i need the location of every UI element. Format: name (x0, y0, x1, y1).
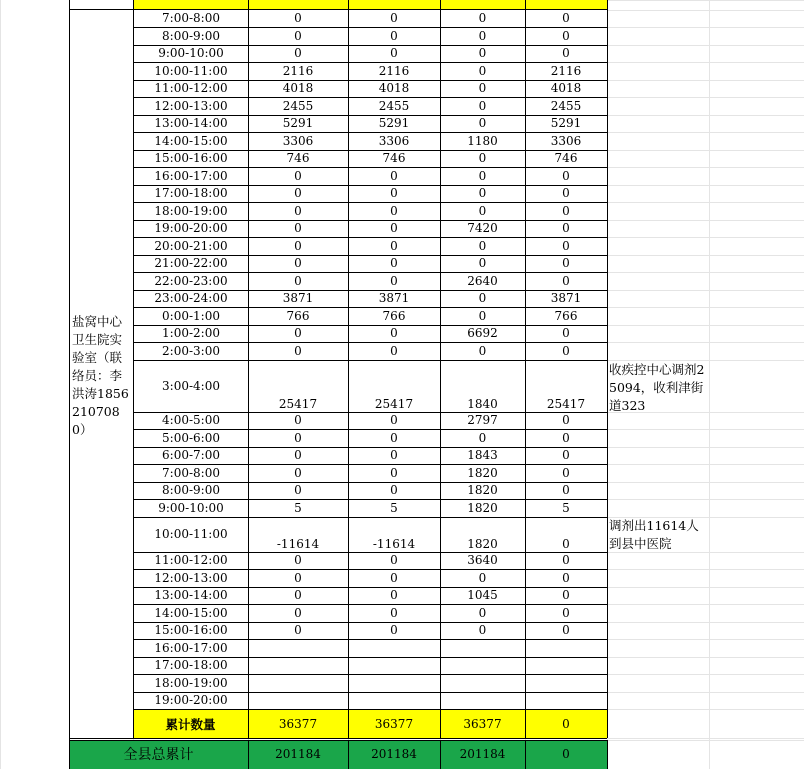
value-cell[interactable]: 0 (478, 623, 487, 638)
border-horizontal (133, 325, 607, 326)
value-cell[interactable]: 3871 (282, 291, 314, 306)
time-slot-cell[interactable]: 12:00-13:00 (154, 98, 228, 113)
value-cell[interactable]: 5 (390, 500, 398, 515)
value-cell[interactable]: 0 (390, 605, 398, 620)
gridline-horizontal (607, 464, 804, 465)
gridline-horizontal (607, 167, 804, 168)
value-cell[interactable] (348, 657, 440, 675)
border-horizontal (133, 622, 607, 623)
value-cell[interactable]: 0 (478, 308, 487, 323)
value-cell[interactable]: 0 (478, 116, 487, 131)
border-vertical (525, 740, 526, 769)
value-cell[interactable]: 0 (294, 221, 302, 236)
value-cell[interactable]: 0 (390, 413, 398, 428)
time-slot-cell[interactable]: 9:00-10:00 (158, 500, 224, 515)
border-horizontal (133, 220, 607, 221)
gridline-horizontal (607, 237, 804, 238)
value-cell[interactable]: 0 (562, 168, 570, 183)
gridline-horizontal (607, 604, 804, 605)
value-cell[interactable] (525, 657, 607, 675)
value-cell[interactable]: 25417 (278, 396, 318, 411)
value-cell[interactable]: 0 (294, 553, 302, 568)
border-horizontal (133, 167, 607, 168)
value-cell[interactable]: 0 (390, 11, 398, 26)
gridline-horizontal (607, 62, 804, 63)
value-cell[interactable]: 0 (562, 448, 570, 463)
time-slot-cell[interactable]: 7:00-8:00 (162, 11, 220, 26)
value-cell[interactable]: 0 (390, 326, 398, 341)
value-cell[interactable]: 0 (478, 46, 487, 61)
time-slot-cell[interactable]: 16:00-17:00 (154, 168, 228, 183)
value-cell[interactable]: 0 (478, 256, 487, 271)
value-cell[interactable]: 3306 (550, 133, 582, 148)
value-cell[interactable]: 0 (390, 448, 398, 463)
value-cell[interactable]: 0 (294, 570, 302, 585)
gridline-horizontal (607, 429, 804, 430)
border-horizontal (133, 150, 607, 151)
border-horizontal (133, 132, 607, 133)
value-cell[interactable]: 0 (294, 448, 302, 463)
value-cell[interactable]: 0 (562, 553, 570, 568)
value-cell[interactable]: 6692 (467, 326, 498, 341)
value-cell[interactable]: 0 (562, 430, 570, 445)
time-slot-cell[interactable]: 19:00-20:00 (154, 693, 228, 708)
border-vertical (348, 740, 349, 769)
gridline-horizontal (607, 447, 804, 448)
border-horizontal (133, 202, 607, 203)
border-horizontal (133, 360, 607, 361)
gridline-horizontal (607, 307, 804, 308)
value-cell[interactable]: 2797 (467, 413, 498, 428)
value-cell[interactable]: 746 (286, 151, 310, 166)
border-vertical (525, 0, 526, 738)
value-cell[interactable]: 0 (562, 46, 570, 61)
value-cell[interactable] (248, 657, 348, 675)
border-vertical (440, 740, 441, 769)
time-slot-cell[interactable]: 15:00-16:00 (154, 623, 228, 638)
value-cell[interactable] (525, 639, 607, 657)
value-cell[interactable]: 0 (294, 605, 302, 620)
gridline-horizontal (607, 290, 804, 291)
value-cell[interactable]: 3871 (550, 291, 582, 306)
border-vertical (133, 0, 134, 738)
county-total-value-cell[interactable]: 201184 (459, 747, 506, 762)
value-cell[interactable]: 0 (390, 186, 398, 201)
border-horizontal (133, 237, 607, 238)
note-cell-transfer-in[interactable]: 收疾控中心调剂25094，收利津街道323 (609, 361, 705, 413)
value-cell[interactable]: -11614 (276, 536, 320, 551)
gridline-horizontal (607, 115, 804, 116)
subtotal-label[interactable]: 累计数量 (165, 716, 216, 732)
border-vertical (607, 0, 608, 738)
value-cell[interactable]: 0 (294, 11, 302, 26)
time-slot-cell[interactable]: 10:00-11:00 (154, 63, 228, 78)
value-cell[interactable] (440, 639, 525, 657)
gridline-horizontal (607, 202, 804, 203)
value-cell[interactable]: 0 (294, 256, 302, 271)
note-cell-transfer-out[interactable]: 调剂出11614人到县中医院 (609, 517, 699, 551)
value-cell[interactable]: 0 (390, 256, 398, 271)
border-vertical (607, 740, 608, 769)
value-cell[interactable]: 0 (562, 588, 570, 603)
time-slot-cell[interactable]: 20:00-21:00 (154, 238, 228, 253)
value-cell[interactable]: 0 (390, 465, 398, 480)
value-cell[interactable]: 0 (390, 623, 398, 638)
value-cell[interactable]: 0 (478, 63, 487, 78)
time-slot-cell[interactable]: 14:00-15:00 (154, 133, 228, 148)
time-slot-cell[interactable]: 11:00-12:00 (154, 81, 228, 96)
time-slot-cell[interactable]: 22:00-23:00 (154, 273, 228, 288)
value-cell[interactable]: 0 (294, 46, 302, 61)
border-vertical (248, 740, 249, 769)
value-cell[interactable]: 0 (294, 28, 302, 43)
value-cell[interactable]: 0 (294, 168, 302, 183)
time-slot-cell[interactable]: 0:00-1:00 (162, 308, 220, 323)
value-cell[interactable]: 3640 (467, 553, 498, 568)
border-horizontal (133, 27, 607, 28)
value-cell[interactable]: 0 (562, 605, 570, 620)
value-cell[interactable]: 0 (562, 273, 570, 288)
time-slot-cell[interactable]: 8:00-9:00 (162, 483, 220, 498)
value-cell[interactable] (525, 674, 607, 692)
gridline-horizontal (607, 342, 804, 343)
gridline-horizontal (607, 10, 804, 11)
value-cell[interactable]: 746 (554, 151, 578, 166)
border-horizontal (133, 307, 607, 308)
value-cell[interactable]: 0 (294, 465, 302, 480)
site-name-cell[interactable]: 盐窝中心卫生院实验室（联络员：李洪涛18562107080） (72, 314, 129, 437)
value-cell[interactable]: 0 (294, 623, 302, 638)
value-cell[interactable]: 1843 (467, 448, 498, 463)
value-cell[interactable]: 0 (390, 28, 398, 43)
gridline-horizontal (607, 27, 804, 28)
time-slot-cell[interactable]: 2:00-3:00 (162, 343, 220, 358)
value-cell[interactable]: 0 (390, 430, 398, 445)
value-cell[interactable]: 1820 (467, 483, 498, 498)
value-cell[interactable] (348, 692, 440, 710)
value-cell[interactable]: 0 (478, 186, 487, 201)
value-cell[interactable]: 0 (294, 413, 302, 428)
value-cell[interactable]: 0 (478, 605, 487, 620)
subtotal-value-cell[interactable]: 36377 (278, 716, 318, 731)
county-total-value-cell[interactable]: 201184 (371, 747, 417, 762)
value-cell[interactable]: 25417 (546, 396, 586, 411)
border-vertical (440, 0, 441, 738)
border-horizontal (133, 552, 607, 553)
gridline-vertical (0, 0, 1, 769)
value-cell[interactable]: 0 (478, 11, 487, 26)
county-total-label[interactable]: 全县总累计 (123, 747, 194, 764)
value-cell[interactable]: 0 (562, 28, 570, 43)
time-slot-cell[interactable]: 5:00-6:00 (162, 430, 220, 445)
gridline-horizontal (607, 97, 804, 98)
value-cell[interactable]: 0 (478, 151, 487, 166)
value-cell[interactable]: 0 (562, 186, 570, 201)
gridline-horizontal (607, 482, 804, 483)
value-cell[interactable]: 1820 (467, 465, 498, 480)
value-cell[interactable]: 0 (390, 46, 398, 61)
value-cell[interactable]: 0 (562, 536, 570, 551)
border-horizontal (133, 45, 607, 46)
value-cell[interactable]: 0 (478, 98, 487, 113)
value-cell[interactable]: 0 (562, 238, 570, 253)
border-horizontal (133, 412, 607, 413)
county-total-value-cell[interactable]: 0 (562, 747, 570, 762)
value-cell[interactable]: 3871 (378, 291, 410, 306)
time-slot-cell[interactable]: 1:00-2:00 (162, 326, 220, 341)
time-slot-cell[interactable]: 10:00-11:00 (154, 527, 228, 541)
border-horizontal (133, 604, 607, 605)
value-cell[interactable]: 2455 (282, 98, 314, 113)
border-vertical (69, 0, 70, 769)
value-cell[interactable]: 0 (294, 186, 302, 201)
value-cell[interactable]: 0 (478, 168, 487, 183)
value-cell[interactable]: 0 (478, 430, 487, 445)
gridline-horizontal (607, 692, 804, 693)
value-cell[interactable]: 2455 (550, 98, 582, 113)
time-slot-cell[interactable]: 15:00-16:00 (154, 151, 228, 166)
value-cell[interactable]: 2640 (467, 273, 498, 288)
value-cell[interactable]: 0 (294, 238, 302, 253)
value-cell[interactable]: 0 (562, 326, 570, 341)
border-horizontal (133, 255, 607, 256)
county-total-value-cell[interactable]: 201184 (275, 747, 321, 762)
border-horizontal (133, 185, 607, 186)
gridline-horizontal (607, 587, 804, 588)
value-cell[interactable]: 25417 (374, 396, 414, 411)
gridline-horizontal (607, 0, 804, 1)
value-cell[interactable]: 0 (478, 28, 487, 43)
value-cell[interactable]: 766 (382, 308, 406, 323)
time-slot-cell[interactable]: 16:00-17:00 (154, 640, 228, 655)
border-horizontal (133, 447, 607, 448)
gridline-horizontal (607, 272, 804, 273)
gridline-horizontal (607, 325, 804, 326)
value-cell[interactable] (348, 639, 440, 657)
time-slot-cell[interactable]: 18:00-19:00 (154, 203, 228, 218)
border-horizontal (69, 740, 607, 741)
value-cell[interactable]: 0 (562, 465, 570, 480)
time-slot-cell[interactable]: 4:00-5:00 (162, 413, 220, 428)
value-cell[interactable]: 4018 (378, 81, 410, 96)
border-horizontal (133, 517, 607, 518)
time-slot-cell[interactable]: 7:00-8:00 (162, 465, 220, 480)
value-cell[interactable] (440, 657, 525, 675)
gridline-horizontal (607, 220, 804, 221)
border-vertical (248, 0, 249, 738)
time-slot-cell[interactable]: 19:00-20:00 (154, 221, 228, 236)
value-cell[interactable]: 0 (390, 273, 398, 288)
time-slot-cell[interactable]: 8:00-9:00 (162, 28, 220, 43)
value-cell[interactable]: 0 (562, 623, 570, 638)
value-cell[interactable]: 0 (478, 570, 487, 585)
value-cell[interactable] (525, 692, 607, 710)
value-cell[interactable]: 0 (562, 11, 570, 26)
gridline-horizontal (607, 639, 804, 640)
gridline-horizontal (607, 674, 804, 675)
value-cell[interactable]: 0 (294, 483, 302, 498)
border-horizontal (133, 429, 607, 430)
value-cell[interactable]: 766 (554, 308, 578, 323)
value-cell[interactable]: 1820 (467, 536, 498, 551)
gridline-horizontal (607, 45, 804, 46)
value-cell[interactable]: 0 (390, 570, 398, 585)
time-slot-cell[interactable]: 12:00-13:00 (154, 570, 228, 585)
time-slot-cell[interactable]: 3:00-4:00 (162, 378, 220, 393)
gridline-horizontal (607, 657, 804, 658)
border-horizontal (133, 290, 607, 291)
value-cell[interactable]: 5291 (282, 116, 314, 131)
value-cell[interactable] (440, 692, 525, 710)
border-horizontal (133, 62, 607, 63)
gridline-horizontal (607, 709, 804, 710)
value-cell[interactable]: 2116 (550, 63, 582, 78)
time-slot-cell[interactable]: 18:00-19:00 (154, 675, 228, 690)
gridline-horizontal (607, 569, 804, 570)
border-horizontal (133, 674, 607, 675)
gridline-horizontal (607, 150, 804, 151)
value-cell[interactable]: 0 (478, 291, 487, 306)
border-horizontal (133, 657, 607, 658)
value-cell[interactable]: 746 (382, 151, 406, 166)
subtotal-value-cell[interactable]: 36377 (463, 716, 502, 731)
gridline-horizontal (607, 740, 804, 741)
value-cell[interactable]: 3306 (378, 133, 410, 148)
value-cell[interactable] (248, 674, 348, 692)
border-horizontal (133, 499, 607, 500)
value-cell[interactable]: 0 (478, 203, 487, 218)
value-cell[interactable]: 0 (478, 343, 487, 358)
border-vertical (348, 0, 349, 738)
value-cell[interactable]: 0 (294, 203, 302, 218)
border-horizontal (133, 692, 607, 693)
subtotal-value-cell[interactable]: 36377 (374, 716, 414, 731)
value-cell[interactable]: 0 (562, 343, 570, 358)
value-cell[interactable]: 0 (390, 588, 398, 603)
value-cell[interactable]: 0 (390, 483, 398, 498)
value-cell[interactable]: 0 (390, 553, 398, 568)
gridline-horizontal (607, 255, 804, 256)
value-cell[interactable]: 0 (294, 326, 302, 341)
border-horizontal (133, 342, 607, 343)
border-horizontal (69, 9, 607, 10)
gridline-horizontal (607, 499, 804, 500)
value-cell[interactable]: 0 (390, 203, 398, 218)
value-cell[interactable]: 766 (286, 308, 310, 323)
subtotal-value-cell[interactable]: 0 (562, 716, 570, 731)
time-slot-cell[interactable]: 21:00-22:00 (154, 256, 228, 271)
value-cell[interactable]: 0 (294, 430, 302, 445)
time-slot-cell[interactable]: 17:00-18:00 (154, 186, 228, 201)
gridline-horizontal (607, 132, 804, 133)
value-cell[interactable]: 0 (478, 238, 487, 253)
value-cell[interactable]: 0 (390, 238, 398, 253)
value-cell[interactable]: 0 (562, 203, 570, 218)
border-horizontal (133, 587, 607, 588)
border-horizontal (133, 569, 607, 570)
value-cell[interactable]: 2116 (282, 63, 314, 78)
value-cell[interactable] (248, 639, 348, 657)
border-horizontal (133, 272, 607, 273)
value-cell[interactable]: 5291 (550, 116, 582, 131)
gridline-horizontal (607, 185, 804, 186)
value-cell[interactable]: 0 (294, 343, 302, 358)
value-cell[interactable]: 1840 (467, 396, 498, 411)
value-cell[interactable]: 0 (562, 483, 570, 498)
border-horizontal (133, 80, 607, 81)
value-cell[interactable]: 1820 (467, 500, 498, 515)
border-horizontal (133, 97, 607, 98)
value-cell[interactable]: 5 (294, 500, 302, 515)
border-horizontal (133, 482, 607, 483)
value-cell[interactable]: 0 (562, 570, 570, 585)
border-horizontal (133, 464, 607, 465)
value-cell[interactable]: 0 (294, 273, 302, 288)
value-cell[interactable]: 0 (478, 81, 487, 96)
value-cell[interactable]: 0 (390, 221, 398, 236)
value-cell[interactable]: 0 (562, 221, 570, 236)
border-horizontal (133, 115, 607, 116)
value-cell[interactable]: 2116 (378, 63, 410, 78)
time-slot-cell[interactable]: 13:00-14:00 (154, 116, 228, 131)
time-slot-cell[interactable]: 13:00-14:00 (154, 588, 228, 603)
border-horizontal (133, 639, 607, 640)
time-slot-cell[interactable]: 14:00-15:00 (154, 605, 228, 620)
value-cell[interactable]: 4018 (550, 81, 582, 96)
value-cell[interactable]: 0 (294, 588, 302, 603)
value-cell[interactable]: 5291 (378, 116, 410, 131)
value-cell[interactable]: 1045 (467, 588, 498, 603)
value-cell[interactable]: 0 (562, 256, 570, 271)
gridline-horizontal (607, 80, 804, 81)
value-cell[interactable]: 0 (390, 343, 398, 358)
value-cell[interactable] (440, 674, 525, 692)
value-cell[interactable] (348, 674, 440, 692)
value-cell[interactable]: 4018 (282, 81, 314, 96)
value-cell[interactable]: -11614 (372, 536, 416, 551)
time-slot-cell[interactable]: 11:00-12:00 (154, 553, 228, 568)
gridline-horizontal (607, 622, 804, 623)
value-cell[interactable] (248, 692, 348, 710)
border-horizontal (133, 709, 607, 710)
time-slot-cell[interactable]: 23:00-24:00 (154, 291, 228, 306)
time-slot-cell[interactable]: 17:00-18:00 (154, 658, 228, 673)
value-cell[interactable]: 3306 (282, 133, 314, 148)
time-slot-cell[interactable]: 6:00-7:00 (162, 448, 220, 463)
value-cell[interactable]: 1180 (467, 133, 498, 148)
value-cell[interactable]: 0 (390, 168, 398, 183)
value-cell[interactable]: 0 (562, 413, 570, 428)
value-cell[interactable]: 7420 (467, 221, 498, 236)
time-slot-cell[interactable]: 9:00-10:00 (158, 46, 224, 61)
value-cell[interactable]: 5 (562, 500, 570, 515)
value-cell[interactable]: 2455 (378, 98, 410, 113)
